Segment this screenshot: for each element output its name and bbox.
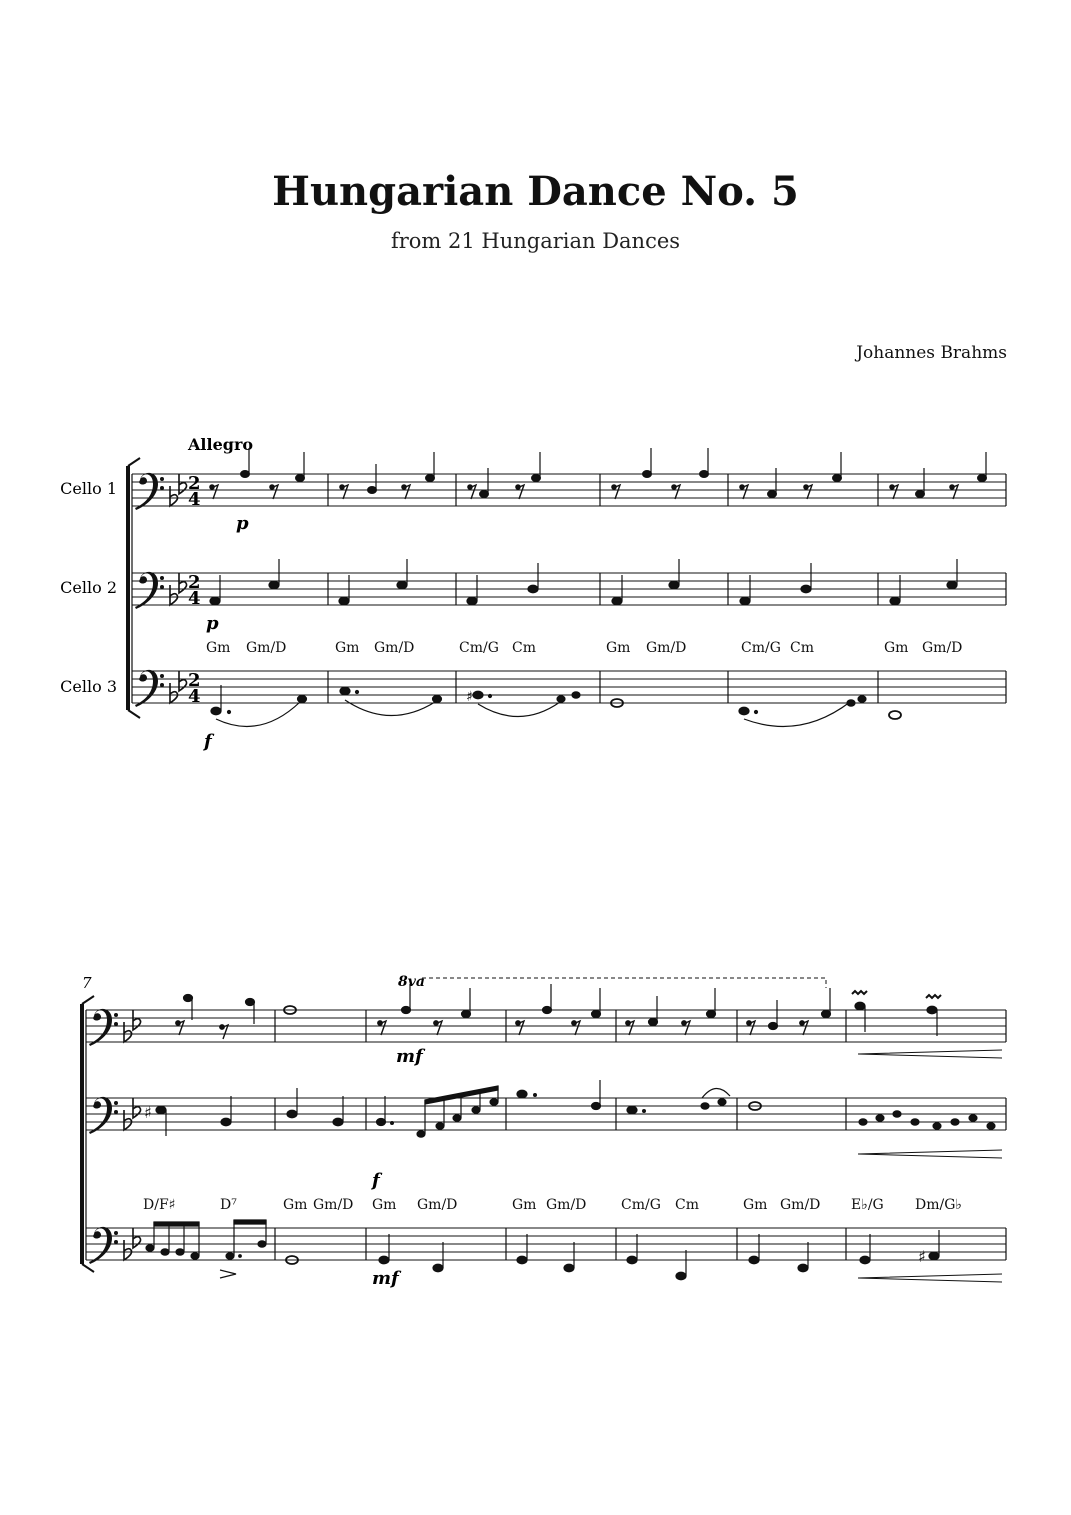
cello-2-notes-system-2	[144, 1080, 995, 1137]
hairpin-decrescendo	[858, 1050, 1002, 1058]
dynamic-marking: mf	[372, 1268, 399, 1289]
instrument-label-cello-1: Cello 1	[60, 479, 117, 498]
flat-icon	[179, 573, 187, 593]
score-subtitle: from 21 Hungarian Dances	[390, 229, 681, 253]
chord-symbol: Gm	[512, 1197, 537, 1213]
chord-symbol: Cm	[790, 640, 814, 656]
chord-symbol: Cm/G	[459, 640, 499, 656]
chord-symbol: Gm/D	[246, 640, 287, 656]
chord-symbol: Gm	[283, 1197, 308, 1213]
flat-icon	[124, 1110, 132, 1130]
flat-icon	[124, 1240, 132, 1260]
staff-cello-3	[132, 671, 1006, 703]
dynamic-marking: p	[236, 513, 249, 534]
chord-symbol: E♭/G	[851, 1197, 884, 1213]
flat-icon	[133, 1010, 141, 1030]
flat-icon	[179, 671, 187, 691]
chord-symbol: Gm	[884, 640, 909, 656]
measure-number: 7	[82, 974, 92, 992]
dynamic-marking: f	[372, 1170, 380, 1191]
chord-symbol: Gm/D	[546, 1197, 587, 1213]
time-sig-top: 2	[188, 670, 201, 691]
chord-symbol: Gm/D	[417, 1197, 458, 1213]
chord-symbol: D⁷	[220, 1197, 237, 1213]
time-sig-top: 2	[188, 572, 201, 593]
flat-icon	[170, 683, 178, 703]
bass-clef-icon	[89, 1227, 118, 1264]
chord-symbol: Gm/D	[646, 640, 687, 656]
staff-cello-3	[86, 1228, 1006, 1260]
system-2	[82, 974, 1006, 1289]
chord-symbol: Gm/D	[374, 640, 415, 656]
chord-symbol: Gm/D	[313, 1197, 354, 1213]
dynamic-marking: mf	[396, 1046, 423, 1067]
chord-symbol: Cm	[675, 1197, 699, 1213]
flat-icon	[133, 1228, 141, 1248]
chord-symbol: Gm/D	[922, 640, 963, 656]
staff-cello-2	[132, 573, 1006, 605]
flat-icon	[170, 585, 178, 605]
chord-symbol: Dm/G♭	[915, 1197, 963, 1213]
cello-3-notes-system-1	[211, 685, 901, 726]
instrument-label-cello-2: Cello 2	[60, 578, 117, 597]
chord-symbol: Cm	[512, 640, 536, 656]
time-sig-bottom: 4	[188, 588, 201, 609]
flat-icon	[179, 474, 187, 494]
cello-1-notes-system-2	[176, 984, 941, 1039]
chord-symbol: Gm	[206, 640, 231, 656]
staff-cello-1	[132, 474, 1006, 506]
chord-symbol: Cm/G	[741, 640, 781, 656]
chord-symbol: Cm/G	[621, 1197, 661, 1213]
chord-symbol: D/F♯	[143, 1197, 176, 1213]
ottava-line	[422, 978, 826, 988]
time-sig-bottom: 4	[188, 686, 201, 707]
chord-symbol: Gm	[335, 640, 360, 656]
composer: Johannes Brahms	[856, 343, 1007, 363]
svg-text:♯: ♯	[466, 689, 473, 705]
flat-icon	[170, 486, 178, 506]
tempo-marking: Allegro	[188, 435, 254, 454]
chord-symbol: Gm/D	[780, 1197, 821, 1213]
barlines-system-2	[86, 1010, 1006, 1260]
flat-icon	[133, 1098, 141, 1118]
hairpin-decrescendo	[858, 1150, 1002, 1158]
flat-icon	[124, 1022, 132, 1042]
cello-3-notes-system-2	[146, 1220, 939, 1280]
system-1	[60, 435, 1006, 752]
time-sig-bottom: 4	[188, 489, 201, 510]
bass-clef-icon	[89, 1009, 118, 1046]
bass-clef-icon	[135, 572, 164, 609]
dynamic-marking: f	[204, 731, 212, 752]
svg-text:♯: ♯	[918, 1247, 926, 1266]
dynamic-marking: p	[206, 613, 219, 634]
svg-text:♯: ♯	[144, 1103, 152, 1122]
chord-symbol: Gm	[743, 1197, 768, 1213]
chord-symbol: Gm	[606, 640, 631, 656]
hairpin-crescendo	[858, 1274, 1002, 1282]
cello-2-notes-system-1	[210, 559, 957, 605]
ottava-marking: 8va	[398, 974, 425, 990]
bass-clef-icon	[135, 473, 164, 510]
time-sig-top: 2	[188, 473, 201, 494]
score-title: Hungarian Dance No. 5	[272, 168, 799, 215]
bass-clef-icon	[135, 670, 164, 707]
chord-symbol: Gm	[372, 1197, 397, 1213]
bass-clef-icon	[89, 1097, 118, 1134]
instrument-label-cello-3: Cello 3	[60, 677, 117, 696]
